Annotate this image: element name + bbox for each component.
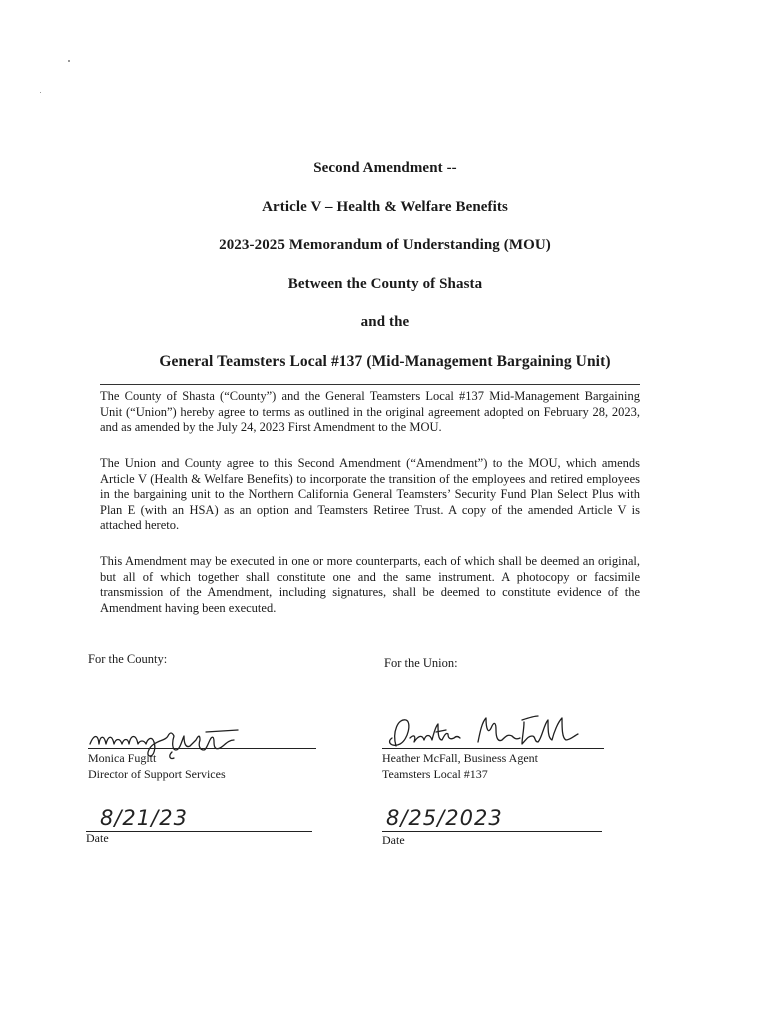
county-signer-title: Director of Support Services bbox=[88, 767, 226, 781]
union-signer-title: Teamsters Local #137 bbox=[382, 767, 488, 781]
paragraph-intro: The County of Shasta (“County”) and the General Teamsters Local #137 Mid-Management Bargaining Unit (“Union”) hereby agree to terms as outlined in the original agreement adopted on February 28, 2023, and as amended by the July 24, 2023 First Amendment to the MOU. bbox=[100, 389, 640, 434]
heading-article: Article V – Health & Welfare Benefits bbox=[262, 199, 508, 215]
county-date-line bbox=[86, 831, 312, 832]
union-label: For the Union: bbox=[384, 656, 458, 670]
heading-divider bbox=[100, 384, 640, 385]
union-signer-name: Heather McFall, Business Agent bbox=[382, 751, 538, 765]
union-signature bbox=[382, 712, 606, 752]
county-label: For the County: bbox=[88, 652, 168, 666]
heading-between: Between the County of Shasta bbox=[287, 276, 483, 292]
paragraph-counterparts: This Amendment may be executed in one or more counterparts, each of which shall be deemed an original, but all of which together shall constitute one and the same instrument. A photocopy or facsimile transmission of the Amendment, including signatures, shall be deemed to constitute evidence of the Amendment having been executed. bbox=[100, 554, 640, 615]
union-date-label: Date bbox=[382, 833, 405, 847]
county-signature-line bbox=[88, 748, 316, 749]
union-handwritten-date: 8/25/2023 bbox=[386, 806, 503, 830]
heading-and-the: and the bbox=[360, 314, 410, 330]
county-date-label: Date bbox=[86, 831, 109, 845]
paragraph-amendment-terms: The Union and County agree to this Second Amendment (“Amendment”) to the MOU, which amends Article V (Health & Welfare Benefits) to incorporate the transition of the employees and retired employees in the bargaining unit to the Northern California General Teamsters’ Security Fund Plan Select Plus with Plan E (with an HSA) as an option and Teamsters Retiree Trust. A copy of the amended Article V is attached hereto. bbox=[100, 456, 640, 532]
union-date-line bbox=[382, 831, 602, 832]
county-handwritten-date: 8/21/23 bbox=[100, 806, 188, 830]
heading-amendment: Second Amendment -- bbox=[313, 160, 457, 176]
union-signature-line bbox=[382, 748, 604, 749]
heading-mou: 2023-2025 Memorandum of Understanding (MOU) bbox=[219, 237, 551, 253]
heading-union-name: General Teamsters Local #137 (Mid-Management Bargaining Unit) bbox=[159, 353, 611, 370]
scan-speck bbox=[68, 60, 70, 62]
county-signer-name: Monica Fugitt bbox=[88, 751, 157, 765]
scan-speck bbox=[40, 92, 41, 93]
